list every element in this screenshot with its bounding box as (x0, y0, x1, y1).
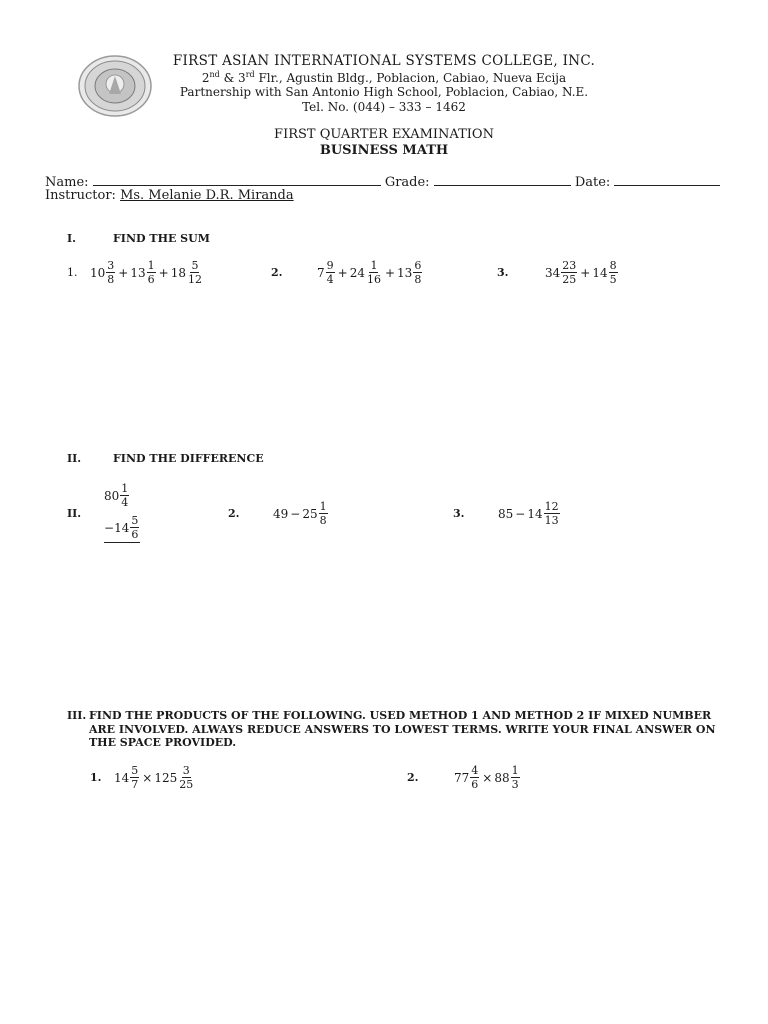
instructor-row (45, 188, 294, 203)
section-2-heading: II. FIND THE DIFFERENCE (67, 452, 264, 465)
subject-title: BUSINESS MATH (319, 143, 449, 158)
product-problem-2: 2. 77 $\frac{4}{6}$ × 88 $\frac{1}{3}$ (407, 764, 519, 791)
sum-problem-2: 2. 7 $\frac{9}{4}$ + 24 $\frac{1}{16}$ + 13 $\frac{6}{8}$ (271, 259, 422, 286)
grade-blank[interactable] (434, 173, 571, 186)
difference-problem-2: 2. 49 − 25 $\frac{1}{8}$ (228, 500, 327, 527)
difference-problem-1-number: II. (67, 507, 82, 520)
difference-problem-1-bottom: − 14 $\frac{5}{6}$ (104, 514, 139, 541)
section-1-heading: I. FIND THE SUM (67, 232, 210, 245)
difference-problem-3: 3. 85 − 14 $\frac{12}{13}$ (453, 500, 559, 527)
school-address: 2nd & 3rd Flr., Agustin Bldg., Poblacion, Cabiao, Nueva Ecija (201, 70, 567, 85)
name-blank[interactable] (93, 173, 381, 186)
difference-problem-1-top: 80 $\frac{1}{4}$ (104, 482, 129, 509)
partnership-line: Partnership with San Antonio High School, Poblacion, Cabiao, N.E. (179, 85, 589, 99)
grade-label: Grade: (384, 175, 430, 190)
product-problem-1: 1. 14 $\frac{5}{7}$ × 125 $\frac{3}{25}$ (90, 764, 194, 791)
name-label: Name: (45, 175, 89, 190)
section-3-heading: III. FIND THE PRODUCTS OF THE FOLLOWING. USED METHOD 1 AND METHOD 2 IF MIXED NUMBER ARE INVOLVED. ALWAYS REDUCE ANSWERS TO LOWEST TERMS. WRITE YOUR FINAL ANSWER ON THE SPACE PROVIDED. (67, 709, 727, 723)
sum-problem-3: 3. 34 $\frac{23}{25}$ + 14 $\frac{8}{5}$ (497, 259, 617, 286)
exam-title: FIRST QUARTER EXAMINATION (274, 127, 494, 142)
instructor-label: Instructor: (45, 188, 116, 203)
telephone-number: Tel. No. (044) – 333 – 1462 (302, 100, 466, 114)
school-name: FIRST ASIAN INTERNATIONAL SYSTEMS COLLEGE, INC. (172, 53, 596, 69)
sum-problem-1: 1. 10 $\frac{3}{8}$ + 13 $\frac{1}{6}$ + 18 $\frac{5}{12}$ (67, 259, 202, 286)
date-blank[interactable] (614, 173, 720, 186)
date-label: Date: (574, 175, 611, 190)
instructor-name: Ms. Melanie D.R. Miranda (120, 188, 294, 203)
section-3-instructions: FIND THE PRODUCTS OF THE FOLLOWING. USED METHOD 1 AND METHOD 2 IF MIXED NUMBER ARE INVOLVED. ALWAYS REDUCE ANSWERS TO LOWEST TERMS. WRITE YOUR FINAL ANSWER ON THE SPACE PROVIDED. (89, 709, 716, 749)
